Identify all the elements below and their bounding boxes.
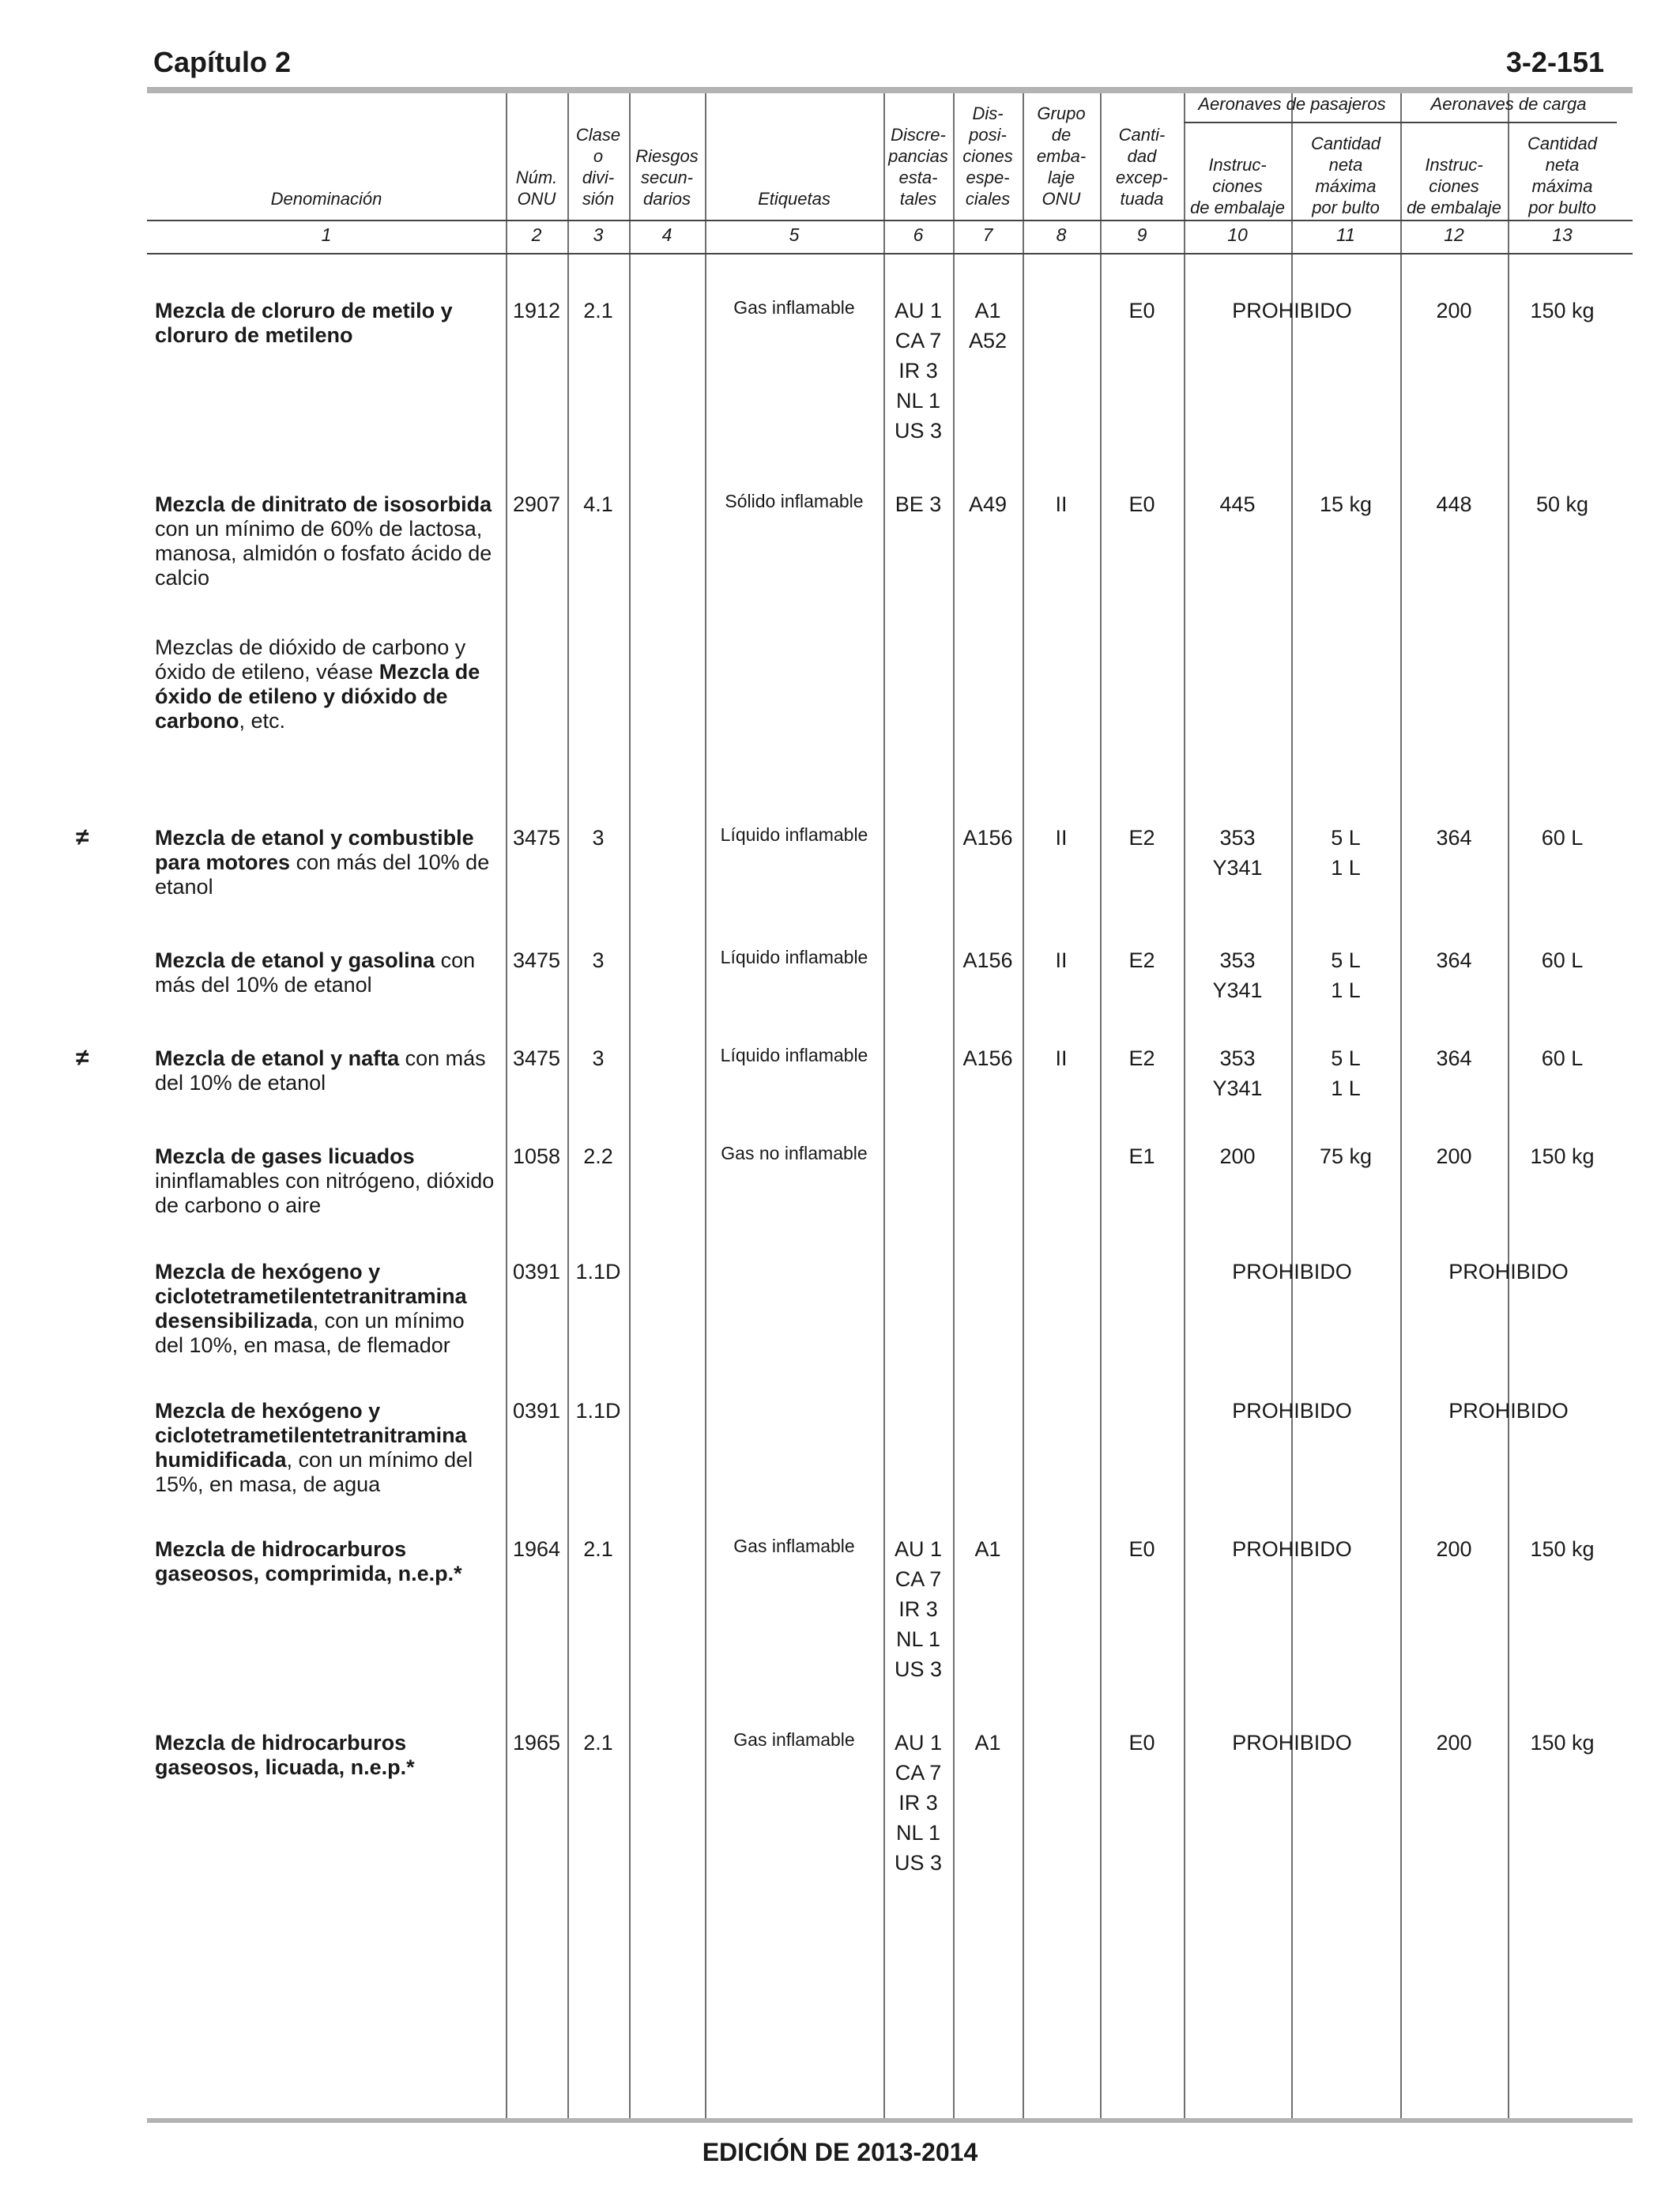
state-variations <box>883 489 953 519</box>
cargo-max-quantity-value: 50 kg <box>1535 492 1589 516</box>
header-grupo <box>1023 103 1100 209</box>
entry-name <box>155 1731 495 1780</box>
grid-line <box>147 253 1633 254</box>
state-variations-value: AU 1 <box>894 299 943 322</box>
header-cantidad-pax-line: neta <box>1328 155 1363 175</box>
passenger-forbidden: PROHIBIDO <box>1232 1260 1352 1284</box>
header-cantidad-exceptuada-line: Canti- <box>1118 125 1166 145</box>
cargo-max-quantity <box>1508 1728 1617 1758</box>
hazard-label: Gas inflamable <box>733 1729 855 1750</box>
grid-line <box>147 220 1633 221</box>
special-provisions <box>953 1728 1023 1758</box>
footer-rule <box>147 2118 1633 2123</box>
entry-name <box>155 299 495 348</box>
header-clase <box>567 124 629 209</box>
grid-line <box>1508 93 1509 2118</box>
passenger-packing-instruction <box>1184 1043 1291 1103</box>
reference-target: Mezcla de óxido de etileno y dióxido de carbono <box>155 660 480 733</box>
entry-name-bold: Mezcla de etanol y nafta <box>155 1046 400 1070</box>
cargo-forbidden: PROHIBIDO <box>1448 1260 1569 1284</box>
special-provisions <box>953 945 1023 975</box>
cargo-packing-instruction <box>1400 1728 1508 1758</box>
header-cantidad-cao <box>1508 133 1617 218</box>
state-variations-value: CA 7 <box>895 1567 942 1591</box>
column-number: 2 <box>531 224 542 245</box>
state-variations <box>883 1728 953 1878</box>
cargo-packing-instruction <box>1400 1141 1508 1171</box>
column-number: 4 <box>661 224 672 245</box>
un-number: 1912 <box>512 299 561 322</box>
header-cantidad-cao-line: por bulto <box>1528 198 1596 217</box>
passenger-max-quantity <box>1291 945 1400 1005</box>
header-grupo-line: laje <box>1047 168 1075 187</box>
entry-name-detail: , con un mínimo del 10%, en masa, de flemador <box>155 1309 465 1357</box>
passenger-max-quantity-value: 1 L <box>1331 856 1361 880</box>
column-number: 9 <box>1136 224 1147 245</box>
grid-line <box>1184 122 1617 123</box>
header-denominacion: Denominación <box>270 189 382 209</box>
entry-name <box>155 948 495 997</box>
passenger-max-quantity <box>1291 1141 1400 1171</box>
packing-group: II <box>1055 826 1068 850</box>
entry-name <box>155 1537 495 1586</box>
cargo-max-quantity <box>1508 296 1617 326</box>
state-variations-value: CA 7 <box>895 329 942 352</box>
header-etiquetas: Etiquetas <box>758 189 831 209</box>
excepted-quantity: E0 <box>1128 492 1155 516</box>
entry-name <box>155 1144 495 1218</box>
special-provisions-value: A156 <box>962 1046 1013 1070</box>
passenger-max-quantity <box>1291 489 1400 519</box>
un-number: 3475 <box>512 1046 561 1070</box>
passenger-packing-instruction <box>1184 489 1291 519</box>
hazard-label: Gas inflamable <box>733 297 855 318</box>
grid-line <box>1023 93 1024 2118</box>
cargo-packing-instruction-value: 448 <box>1436 492 1472 516</box>
header-instrucciones-pax <box>1184 154 1291 218</box>
class-division: 2.1 <box>583 299 613 322</box>
special-provisions <box>953 489 1023 519</box>
passenger-max-quantity-value: 1 L <box>1331 978 1361 1002</box>
packing-group: II <box>1055 1046 1068 1070</box>
grid-line <box>1100 93 1102 2118</box>
header-grupo-line: de <box>1051 125 1072 145</box>
passenger-packing-instruction-value: 353 <box>1219 826 1256 850</box>
header-discrepancias-line: Discre- <box>891 125 946 145</box>
header-discrepancias-line: tales <box>899 189 937 209</box>
un-number: 0391 <box>512 1260 561 1284</box>
entry-name <box>155 1399 495 1497</box>
state-variations <box>883 296 953 446</box>
header-cantidad-exceptuada <box>1100 124 1184 209</box>
passenger-packing-instruction-value: Y341 <box>1212 978 1263 1002</box>
header-clase-line: o <box>593 146 604 166</box>
passenger-packing-instruction-value: 445 <box>1219 492 1256 516</box>
header-cantidad-cao-line: neta <box>1545 155 1580 175</box>
cargo-max-quantity-value: 60 L <box>1541 1046 1584 1070</box>
cargo-packing-instruction-value: 200 <box>1436 1144 1472 1168</box>
entry-name-detail: con más del 10% de etanol <box>155 948 476 997</box>
entry-name <box>155 1046 495 1095</box>
header-cantidad-cao-line: máxima <box>1531 176 1593 196</box>
entry-name-bold: Mezcla de hexógeno y ciclotetrametilentetranitramina desensibilizada <box>155 1260 467 1333</box>
page-number: 3-2-151 <box>1505 46 1604 78</box>
hazard-label: Líquido inflamable <box>720 947 868 967</box>
header-riesgos-line: darios <box>643 189 691 209</box>
state-variations-value: AU 1 <box>894 1537 943 1561</box>
entry-name-bold: Mezcla de etanol y gasolina <box>155 948 435 972</box>
header-instrucciones-pax-line: Instruc- <box>1208 155 1267 175</box>
cargo-max-quantity <box>1508 1534 1617 1564</box>
class-division: 3 <box>592 826 605 850</box>
column-number: 1 <box>321 224 332 245</box>
passenger-forbidden: PROHIBIDO <box>1232 1731 1352 1755</box>
reference-suffix: , etc. <box>239 709 286 733</box>
cargo-packing-instruction <box>1400 1043 1508 1073</box>
cargo-max-quantity-value: 150 kg <box>1530 1537 1595 1561</box>
header-cantidad-pax <box>1291 133 1400 218</box>
passenger-max-quantity-value: 5 L <box>1331 1046 1361 1070</box>
cargo-max-quantity <box>1508 1141 1617 1171</box>
entry-name-bold: Mezcla de dinitrato de isosorbida <box>155 492 492 516</box>
column-number: 6 <box>913 224 924 245</box>
change-mark: ≠ <box>76 824 89 850</box>
un-number: 3475 <box>512 826 561 850</box>
class-division: 1.1D <box>575 1260 621 1284</box>
cargo-packing-instruction <box>1400 489 1508 519</box>
passenger-packing-instruction-value: Y341 <box>1212 856 1263 880</box>
cargo-max-quantity <box>1508 945 1617 975</box>
class-division: 3 <box>592 1046 605 1070</box>
header-disposiciones-line: ciones <box>962 146 1013 166</box>
entry-name-bold: Mezcla de gases licuados <box>155 1144 415 1168</box>
passenger-packing-instruction-value: 200 <box>1219 1144 1256 1168</box>
passenger-max-quantity <box>1291 1043 1400 1103</box>
excepted-quantity: E0 <box>1128 299 1155 322</box>
header-instrucciones-cao-line: Instruc- <box>1425 155 1483 175</box>
column-number: 8 <box>1056 224 1067 245</box>
special-provisions <box>953 296 1023 356</box>
chapter-title: Capítulo 2 <box>153 46 292 78</box>
header-rule <box>147 87 1633 93</box>
passenger-packing-instruction <box>1184 1141 1291 1171</box>
header-pasajeros: Aeronaves de pasajeros <box>1198 94 1386 114</box>
entry-name-detail: con más del 10% de etanol <box>155 1046 486 1095</box>
entry-name-bold: Mezcla de hexógeno y ciclotetrametilentetranitramina humidificada <box>155 1399 467 1472</box>
cargo-packing-instruction-value: 200 <box>1436 1537 1472 1561</box>
header-instrucciones-cao-line: ciones <box>1429 176 1479 196</box>
column-number: 11 <box>1336 224 1355 245</box>
cargo-packing-instruction-value: 364 <box>1436 948 1472 972</box>
special-provisions <box>953 1534 1023 1564</box>
column-number: 13 <box>1552 224 1573 245</box>
header-instrucciones-cao <box>1400 154 1508 218</box>
excepted-quantity: E1 <box>1128 1144 1155 1168</box>
grid-line <box>1291 93 1293 2118</box>
state-variations-value: US 3 <box>894 419 943 443</box>
reference-text: Mezclas de dióxido de carbono y óxido de etileno, véase <box>155 635 466 684</box>
header-cantidad-cao-line: Cantidad <box>1527 134 1598 153</box>
hazard-label: Líquido inflamable <box>720 1045 868 1065</box>
column-number: 12 <box>1444 224 1464 245</box>
hazard-label: Gas inflamable <box>733 1536 855 1556</box>
cargo-forbidden: PROHIBIDO <box>1448 1399 1569 1423</box>
special-provisions-value: A49 <box>968 492 1008 516</box>
header-riesgos-line: secun- <box>640 168 694 187</box>
special-provisions <box>953 1043 1023 1073</box>
cargo-max-quantity-value: 150 kg <box>1530 1731 1595 1755</box>
header-grupo-line: ONU <box>1042 189 1081 209</box>
grid-line <box>1400 93 1402 2118</box>
special-provisions-value: A156 <box>962 826 1013 850</box>
header-disposiciones-line: posi- <box>969 125 1007 145</box>
column-number: 5 <box>789 224 800 245</box>
grid-line <box>629 93 631 2118</box>
special-provisions-value: A1 <box>974 1731 1001 1755</box>
header-disposiciones-line: ciales <box>965 189 1011 209</box>
cargo-packing-instruction-value: 364 <box>1436 1046 1472 1070</box>
change-mark: ≠ <box>76 1045 89 1071</box>
header-riesgos <box>629 145 705 209</box>
footer-edition: EDICIÓN DE 2013-2014 <box>702 2138 978 2166</box>
cargo-packing-instruction <box>1400 823 1508 853</box>
passenger-forbidden: PROHIBIDO <box>1232 1537 1352 1561</box>
header-instrucciones-pax-line: ciones <box>1212 176 1263 196</box>
header-num-onu-line: Núm. <box>515 168 558 187</box>
header-cantidad-exceptuada-line: excep- <box>1115 168 1169 187</box>
passenger-forbidden: PROHIBIDO <box>1232 1399 1352 1423</box>
special-provisions <box>953 823 1023 853</box>
passenger-packing-instruction-value: 353 <box>1219 948 1256 972</box>
un-number: 3475 <box>512 948 561 972</box>
class-division: 4.1 <box>583 492 613 516</box>
entry-name <box>155 635 495 733</box>
header-discrepancias-line: pancias <box>888 146 948 166</box>
entry-name-detail: con más del 10% de etanol <box>155 850 490 899</box>
entry-name-bold: Mezcla de hidrocarburos gaseosos, licuada, n.e.p.* <box>155 1731 415 1779</box>
passenger-max-quantity-value: 5 L <box>1331 826 1361 850</box>
header-disposiciones-line: espe- <box>966 168 1010 187</box>
entry-name-detail: , con un mínimo del 15%, en masa, de agua <box>155 1448 473 1496</box>
un-number: 1965 <box>512 1731 561 1755</box>
hazard-label: Sólido inflamable <box>725 491 864 511</box>
special-provisions-value: A156 <box>962 948 1013 972</box>
header-cantidad-exceptuada-line: tuada <box>1120 189 1164 209</box>
column-number: 3 <box>593 224 604 245</box>
cargo-packing-instruction <box>1400 296 1508 326</box>
column-number: 7 <box>982 224 993 245</box>
passenger-max-quantity-value: 75 kg <box>1319 1144 1373 1168</box>
class-division: 1.1D <box>575 1399 621 1423</box>
passenger-max-quantity-value: 1 L <box>1331 1076 1361 1100</box>
class-division: 2.1 <box>583 1537 613 1561</box>
special-provisions-value: A52 <box>968 329 1008 352</box>
passenger-packing-instruction-value: Y341 <box>1212 1076 1263 1100</box>
header-num-onu-line: ONU <box>517 189 556 209</box>
cargo-packing-instruction <box>1400 945 1508 975</box>
cargo-max-quantity <box>1508 489 1617 519</box>
cargo-packing-instruction <box>1400 1534 1508 1564</box>
header-discrepancias-line: esta- <box>898 168 938 187</box>
header-instrucciones-cao-line: de embalaje <box>1407 198 1501 217</box>
header-cantidad-pax-line: por bulto <box>1312 198 1380 217</box>
cargo-packing-instruction-value: 200 <box>1436 299 1472 322</box>
header-cantidad-pax-line: Cantidad <box>1310 134 1381 153</box>
cargo-max-quantity-value: 150 kg <box>1530 299 1595 322</box>
state-variations-value: US 3 <box>894 1657 943 1681</box>
cargo-max-quantity-value: 60 L <box>1541 948 1584 972</box>
passenger-max-quantity-value: 15 kg <box>1319 492 1373 516</box>
header-cantidad-exceptuada-line: dad <box>1127 146 1157 166</box>
column-number: 10 <box>1227 224 1248 245</box>
header-clase-line: sión <box>582 189 615 209</box>
un-number: 0391 <box>512 1399 561 1423</box>
passenger-packing-instruction <box>1184 823 1291 883</box>
grid-line <box>953 93 955 2118</box>
state-variations-value: IR 3 <box>898 359 938 383</box>
grid-line <box>705 93 706 2118</box>
passenger-forbidden: PROHIBIDO <box>1232 299 1352 322</box>
entry-name-detail: con un mínimo de 60% de lactosa, manosa, almidón o fosfato ácido de calcio <box>155 517 492 590</box>
cargo-packing-instruction-value: 364 <box>1436 826 1472 850</box>
excepted-quantity: E0 <box>1128 1537 1155 1561</box>
state-variations-value: IR 3 <box>898 1597 938 1621</box>
state-variations-value: CA 7 <box>895 1761 942 1785</box>
cargo-max-quantity-value: 150 kg <box>1530 1144 1595 1168</box>
un-number: 1964 <box>512 1537 561 1561</box>
header-disposiciones-line: Dis- <box>972 104 1004 123</box>
entry-name <box>155 492 495 590</box>
state-variations-value: BE 3 <box>895 492 942 516</box>
excepted-quantity: E0 <box>1128 1731 1155 1755</box>
cargo-packing-instruction-value: 200 <box>1436 1731 1472 1755</box>
state-variations <box>883 1534 953 1684</box>
un-number: 1058 <box>512 1144 561 1168</box>
special-provisions-value: A1 <box>974 299 1001 322</box>
header-cantidad-pax-line: máxima <box>1315 176 1377 196</box>
passenger-max-quantity-value: 5 L <box>1331 948 1361 972</box>
entry-name-bold: Mezcla de hidrocarburos gaseosos, comprimida, n.e.p.* <box>155 1537 462 1585</box>
state-variations-value: NL 1 <box>895 1821 941 1845</box>
passenger-packing-instruction <box>1184 945 1291 1005</box>
class-division: 2.1 <box>583 1731 613 1755</box>
excepted-quantity: E2 <box>1128 826 1155 850</box>
header-carga: Aeronaves de carga <box>1430 94 1587 114</box>
excepted-quantity: E2 <box>1128 1046 1155 1070</box>
header-instrucciones-pax-line: de embalaje <box>1190 198 1285 217</box>
packing-group: II <box>1055 948 1068 972</box>
header-grupo-line: Grupo <box>1037 104 1086 123</box>
entry-name-detail: ininflamables con nitrógeno, dióxido de carbono o aire <box>155 1169 495 1217</box>
state-variations-value: US 3 <box>894 1851 943 1875</box>
entry-name <box>155 1260 495 1358</box>
header-clase-line: divi- <box>582 168 615 187</box>
entry-name-bold: Mezcla de cloruro de metilo y cloruro de metileno <box>155 299 453 347</box>
cargo-max-quantity-value: 60 L <box>1541 826 1584 850</box>
header-discrepancias <box>883 124 953 209</box>
cargo-max-quantity <box>1508 1043 1617 1073</box>
grid-line <box>1184 93 1185 2118</box>
passenger-packing-instruction-value: 353 <box>1219 1046 1256 1070</box>
entry-name <box>155 826 495 899</box>
header-riesgos-line: Riesgos <box>635 146 699 166</box>
class-division: 2.2 <box>583 1144 613 1168</box>
passenger-max-quantity <box>1291 823 1400 883</box>
state-variations-value: AU 1 <box>894 1731 943 1755</box>
special-provisions-value: A1 <box>974 1537 1001 1561</box>
grid-line <box>567 93 569 2118</box>
state-variations-value: NL 1 <box>895 1627 941 1651</box>
entry-name-bold: Mezcla de etanol y combustible para motores <box>155 826 474 874</box>
packing-group: II <box>1055 492 1068 516</box>
class-division: 3 <box>592 948 605 972</box>
header-num-onu <box>506 167 567 209</box>
header-clase-line: Clase <box>575 125 621 145</box>
grid-line <box>506 93 507 2118</box>
excepted-quantity: E2 <box>1128 948 1155 972</box>
header-disposiciones <box>953 103 1023 209</box>
un-number: 2907 <box>512 492 561 516</box>
state-variations-value: IR 3 <box>898 1791 938 1815</box>
header-grupo-line: emba- <box>1036 146 1087 166</box>
hazard-label: Gas no inflamable <box>721 1143 868 1163</box>
cargo-max-quantity <box>1508 823 1617 853</box>
hazard-label: Líquido inflamable <box>720 824 868 845</box>
state-variations-value: NL 1 <box>895 389 941 413</box>
